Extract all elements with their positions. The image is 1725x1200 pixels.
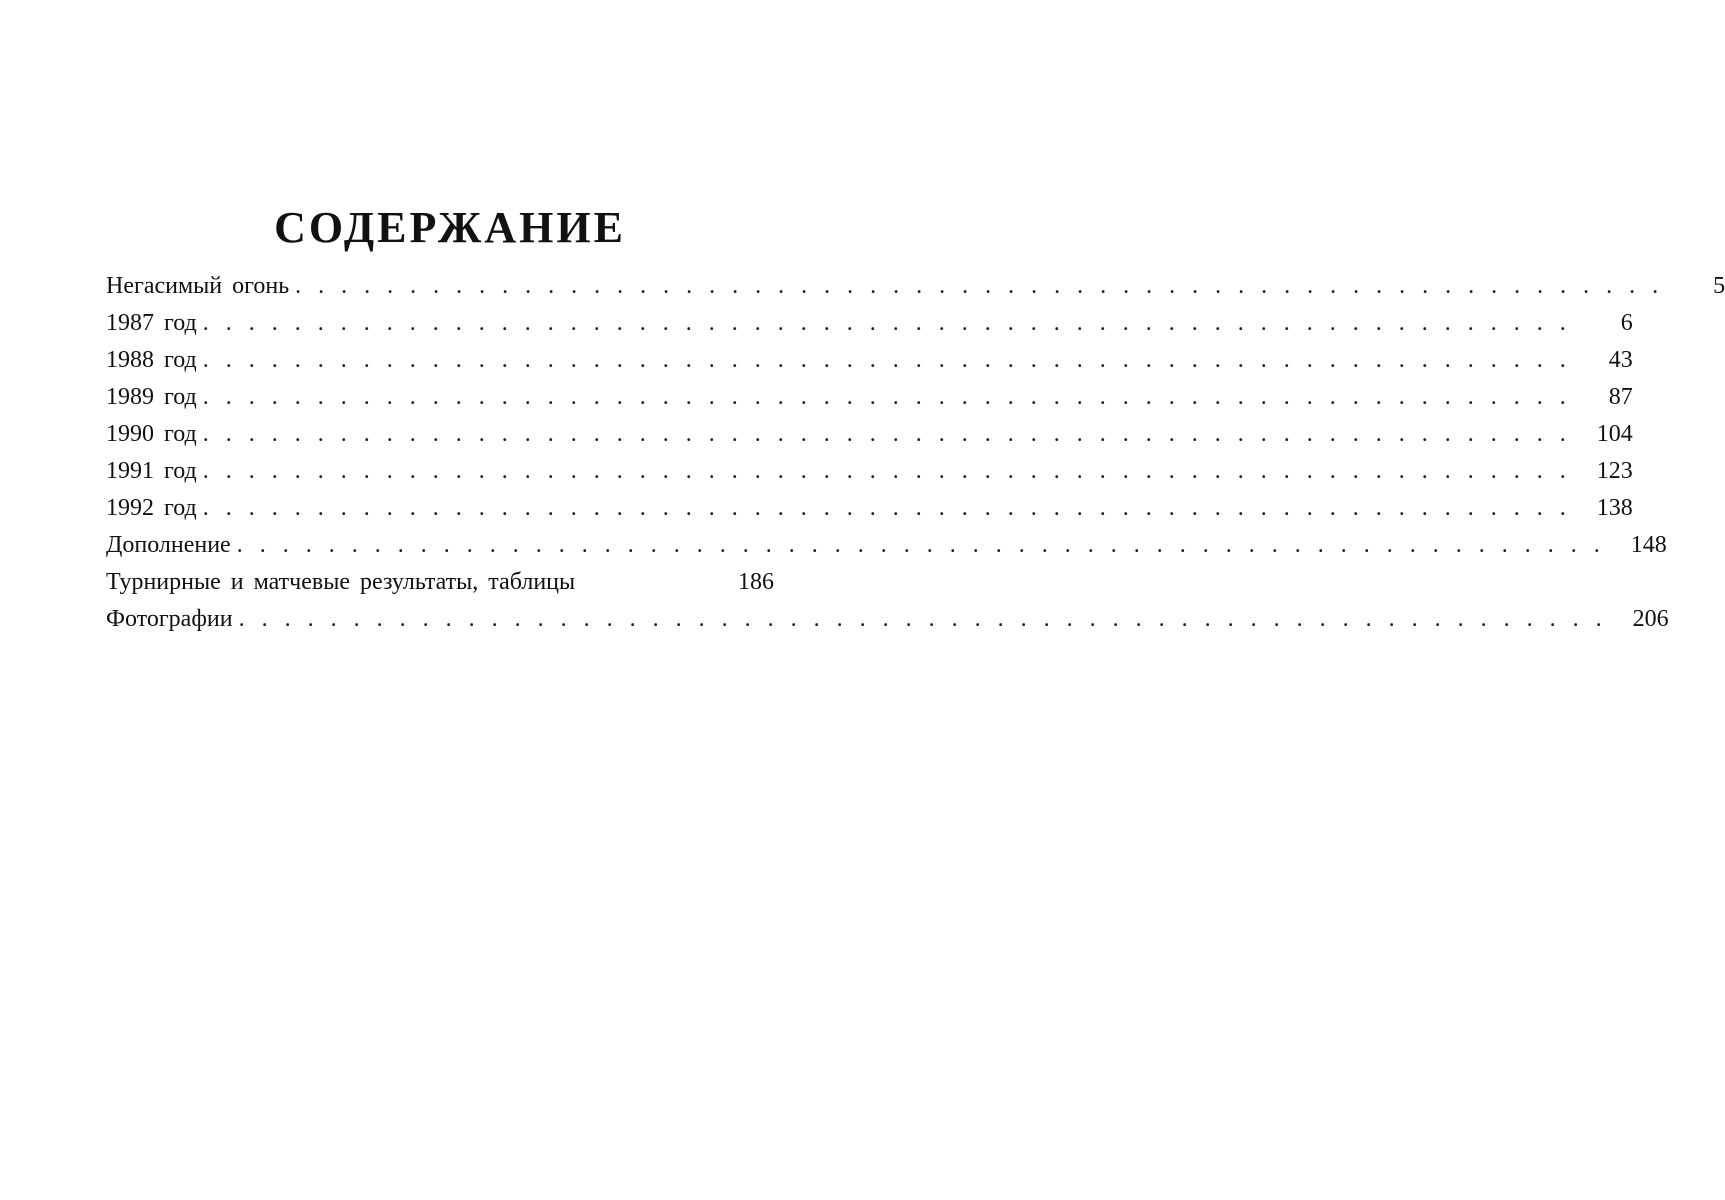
toc-entry-title: 1988 год [106,342,203,379]
toc-entry [106,268,1725,305]
toc-page-number: 6 [1620,310,1633,336]
dot-leader: ............................................................ [202,347,1583,373]
toc-entry [106,490,1633,527]
toc-entry [106,453,1633,490]
toc-entry-title: 1990 год [106,416,203,453]
toc-page-number: 138 [1596,495,1633,521]
toc-entry [106,564,774,601]
toc-entry [106,379,1633,416]
dot-leader: ............................................................ [202,495,1583,521]
toc-page-number: 87 [1608,384,1633,410]
toc-entry-title: 1992 год [106,490,203,527]
toc-entry-title: Турнирные и матчевые результаты, таблицы [106,564,581,601]
toc-entry-title: 1991 год [106,453,203,490]
dot-leader: ............................................................ [202,384,1583,410]
toc-entry-title: Негасимый огонь [106,268,295,305]
toc-entry [106,305,1633,342]
dot-leader: ............................................................ [236,532,1617,558]
toc-page-number: 43 [1608,347,1633,373]
toc-page-number: 104 [1596,421,1633,447]
dot-leader: ............................................................ [202,421,1583,447]
toc-page-number: 5 [1713,273,1725,299]
toc-entry-title: Дополнение [106,527,237,564]
toc-entry [106,342,1633,379]
toc-entry-title: 1987 год [106,305,203,342]
page-title: СОДЕРЖАНИЕ [274,203,626,252]
toc-page-number: 148 [1630,532,1667,558]
table-of-contents [106,268,1725,638]
dot-leader: ............................................................ [202,310,1583,336]
toc-entry [106,601,1669,638]
toc-page-number: 206 [1632,606,1669,632]
dot-leader: ............................................................ [202,458,1583,484]
toc-page-number: 186 [738,569,774,595]
toc-entry-title: Фотографии [106,601,239,638]
toc-entry [106,527,1667,564]
dot-leader: ............................................................ [238,606,1619,632]
toc-page-number: 123 [1596,458,1633,484]
toc-entry-title: 1989 год [106,379,203,416]
dot-leader: ............................................................ [295,273,1676,299]
toc-entry [106,416,1633,453]
